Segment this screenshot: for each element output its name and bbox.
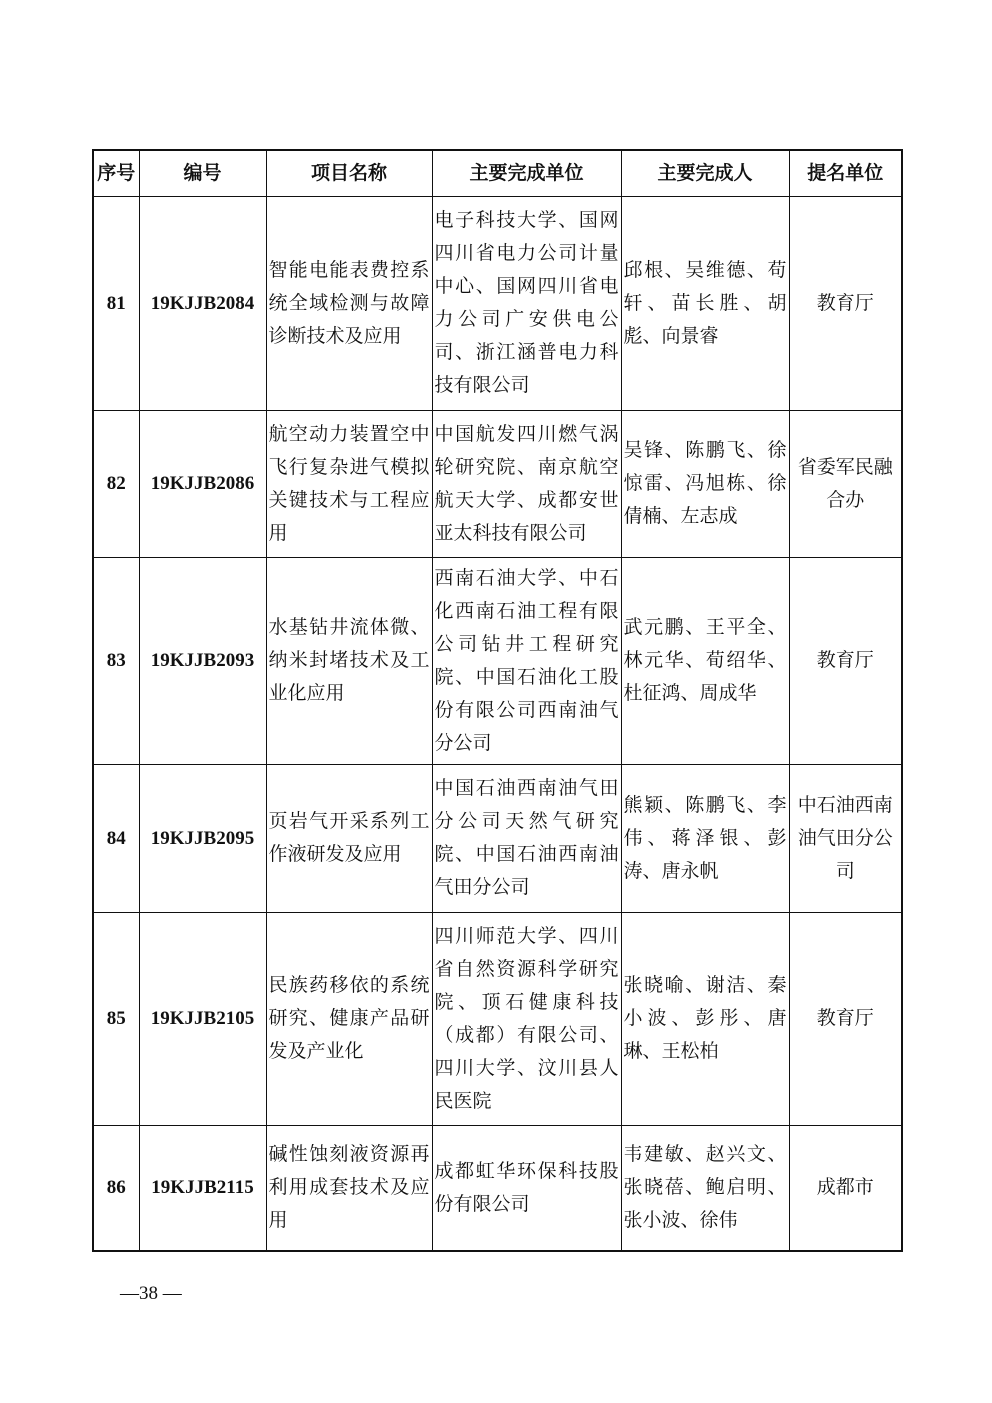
row-code: 19KJJB2093 bbox=[139, 557, 266, 764]
table-row bbox=[93, 1125, 902, 1251]
row-nominator: 教育厅 bbox=[789, 557, 902, 764]
row-project-name: 民族药移依的系统研究、健康产品研发及产业化 bbox=[266, 912, 432, 1125]
header-nominator: 提名单位 bbox=[789, 150, 902, 196]
row-nominator: 中石油西南油气田分公司 bbox=[789, 764, 902, 912]
row-units: 中国航发四川燃气涡轮研究院、南京航空航天大学、成都安世亚太科技有限公司 bbox=[432, 410, 621, 557]
row-units: 四川师范大学、四川省自然资源科学研究院、顶石健康科技（成都）有限公司、四川大学、汶川县人民医院 bbox=[432, 912, 621, 1125]
row-units: 中国石油西南油气田分公司天然气研究院、中国石油西南油气田分公司 bbox=[432, 764, 621, 912]
row-units: 成都虹华环保科技股份有限公司 bbox=[432, 1125, 621, 1251]
row-nominator: 成都市 bbox=[789, 1125, 902, 1251]
header-people: 主要完成人 bbox=[621, 150, 789, 196]
row-people: 熊颖、陈鹏飞、李伟、蒋泽银、彭涛、唐永帆 bbox=[621, 764, 789, 912]
row-units: 西南石油大学、中石化西南石油工程有限公司钻井工程研究院、中国石油化工股份有限公司西南油气分公司 bbox=[432, 557, 621, 764]
header-row bbox=[93, 150, 902, 196]
header-code: 编号 bbox=[139, 150, 266, 196]
row-seq: 85 bbox=[93, 912, 139, 1125]
row-seq: 81 bbox=[93, 196, 139, 410]
row-project-name: 航空动力装置空中飞行复杂进气模拟关键技术与工程应用 bbox=[266, 410, 432, 557]
row-code: 19KJJB2095 bbox=[139, 764, 266, 912]
row-people: 邱根、吴维德、苟轩、苗长胜、胡彪、向景睿 bbox=[621, 196, 789, 410]
table-row bbox=[93, 196, 902, 410]
row-units: 电子科技大学、国网四川省电力公司计量中心、国网四川省电力公司广安供电公司、浙江涵普电力科技有限公司 bbox=[432, 196, 621, 410]
row-seq: 84 bbox=[93, 764, 139, 912]
table-row bbox=[93, 764, 902, 912]
row-code: 19KJJB2115 bbox=[139, 1125, 266, 1251]
row-people: 张晓喻、谢洁、秦小波、彭彤、唐琳、王松柏 bbox=[621, 912, 789, 1125]
row-nominator: 省委军民融合办 bbox=[789, 410, 902, 557]
row-people: 韦建敏、赵兴文、张晓蓓、鲍启明、张小波、徐伟 bbox=[621, 1125, 789, 1251]
header-seq: 序号 bbox=[93, 150, 139, 196]
row-project-name: 碱性蚀刻液资源再利用成套技术及应用 bbox=[266, 1125, 432, 1251]
row-nominator: 教育厅 bbox=[789, 912, 902, 1125]
row-project-name: 智能电能表费控系统全域检测与故障诊断技术及应用 bbox=[266, 196, 432, 410]
row-code: 19KJJB2086 bbox=[139, 410, 266, 557]
row-people: 吴锋、陈鹏飞、徐惊雷、冯旭栋、徐倩楠、左志成 bbox=[621, 410, 789, 557]
header-units: 主要完成单位 bbox=[432, 150, 621, 196]
row-nominator: 教育厅 bbox=[789, 196, 902, 410]
page-number: —38 — bbox=[120, 1283, 182, 1304]
table-row bbox=[93, 912, 902, 1125]
header-project-name: 项目名称 bbox=[266, 150, 432, 196]
row-seq: 86 bbox=[93, 1125, 139, 1251]
row-project-name: 页岩气开采系列工作液研发及应用 bbox=[266, 764, 432, 912]
row-seq: 83 bbox=[93, 557, 139, 764]
table-row bbox=[93, 410, 902, 557]
row-project-name: 水基钻井流体微、纳米封堵技术及工业化应用 bbox=[266, 557, 432, 764]
awards-table bbox=[92, 149, 903, 1252]
row-people: 武元鹏、王平全、林元华、荀绍华、杜征鸿、周成华 bbox=[621, 557, 789, 764]
row-code: 19KJJB2084 bbox=[139, 196, 266, 410]
row-seq: 82 bbox=[93, 410, 139, 557]
row-code: 19KJJB2105 bbox=[139, 912, 266, 1125]
table-row bbox=[93, 557, 902, 764]
